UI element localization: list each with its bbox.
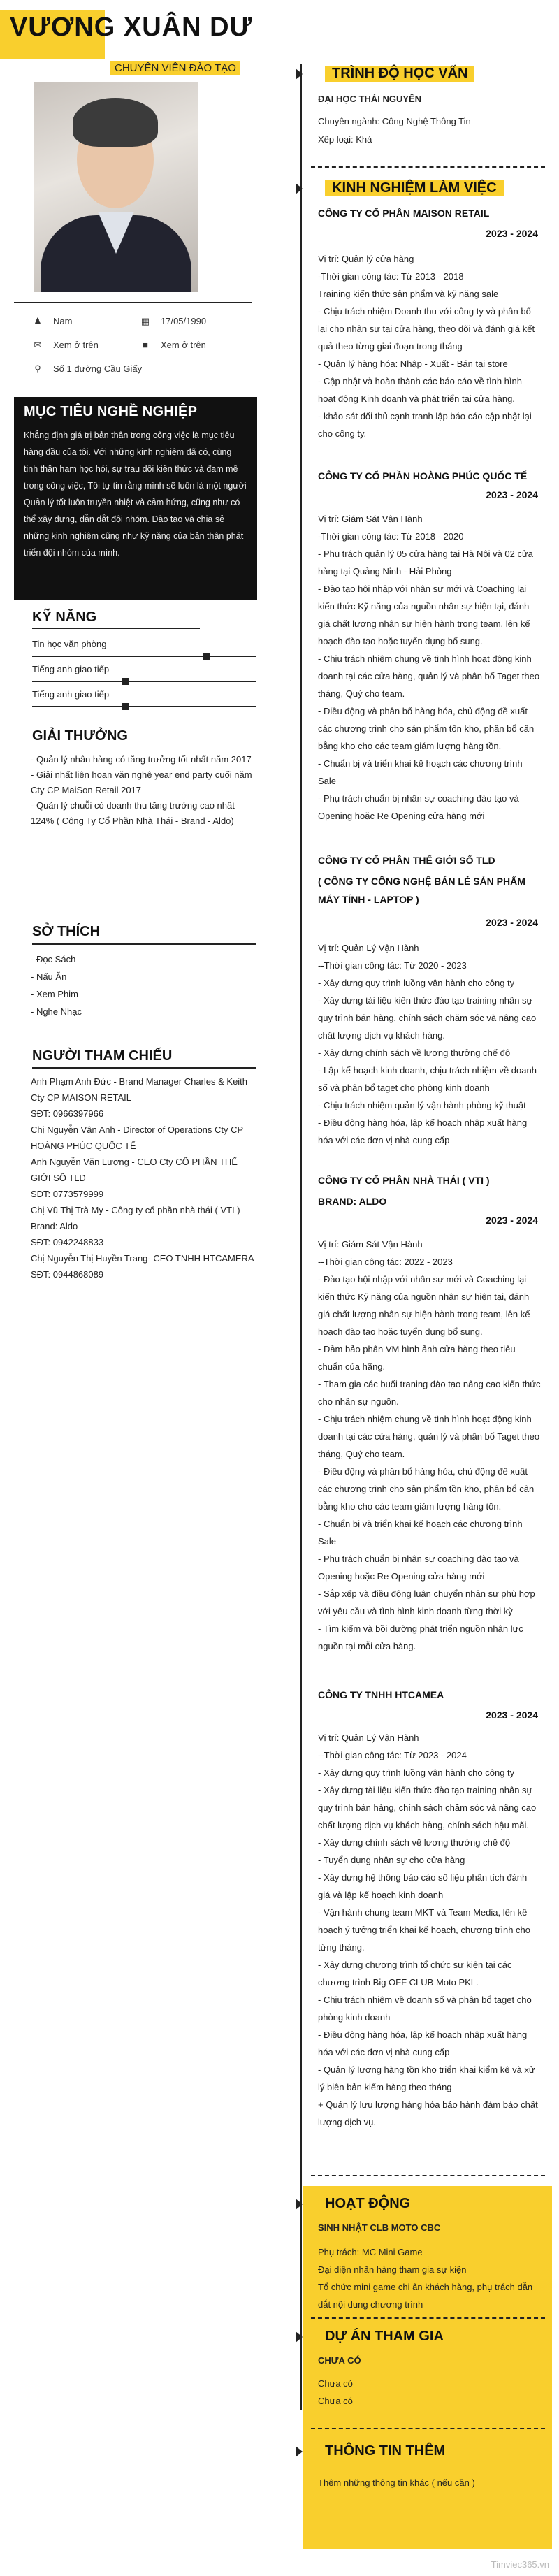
skill-level-knob bbox=[122, 703, 129, 710]
job-description: Vị trí: Giám Sát Vận Hành --Thời gian công tác: 2022 - 2023 - Đào tạo hội nhập với nhân sự mới và Coaching lại kiến thức Kỹ năng của nguồn nhân sự hiện tại, đánh giá chất lượng nhân sự hiện hành trong team, lên kế hoạch đào tạo hoặc tuyển dụng bổ sung. - Đảm bảo phân VM hình ảnh cửa hàng theo tiêu chuẩn của hãng. - Tham gia các buổi traning đào tạo nâng cao kiến thức cho nhân sự nguồn. - Chịu trách nhiệm chung về tình hình hoạt động kinh doanh tại các cửa hàng, quản lý và phân bổ Taget theo tháng, Quý cho team. - Điều động và phân bổ hàng hóa, chủ động đề xuất các chương trình cho sản phẩm tồn kho, phân bổ cân bằng kho cho các team giám lượng hàng tồn. - Chuẩn bị và triển khai kế hoạch các chương trình Sale - Phụ trách chuẩn bị nhân sự coaching đào tạo và Opening hoặc Re Opening cửa hàng mới - Sắp xếp và điều động luân chuyển nhân sự phù hợp với yêu cầu và tình hình kinh doanh từng thời kỳ - Tìm kiếm và bồi dưỡng phát triển nguồn nhân lực nguồn tại mỗi cửa hàng. bbox=[318, 1239, 541, 1651]
hobby-item: - Nghe Nhạc bbox=[31, 1006, 82, 1017]
job-period: 2023 - 2024 bbox=[486, 917, 538, 928]
job-company: CÔNG TY CỔ PHẦN THẾ GIỚI SỐ TLD bbox=[318, 855, 495, 866]
activities-list: Phụ trách: MC Mini Game Đại diện nhãn hàng tham gia sự kiện Tổ chức mini game chi ân khách hàng, phụ trách dẫn dắt nội dung chương trình bbox=[318, 2247, 533, 2310]
references-title: NGƯỜI THAM CHIẾU bbox=[32, 1048, 173, 1064]
job-title: CHUYÊN VIÊN ĐÀO TẠO bbox=[110, 61, 240, 75]
job-company: CÔNG TY CỔ PHẦN MAISON RETAIL bbox=[318, 208, 490, 219]
birthday-info: ▦ 17/05/1990 bbox=[140, 316, 207, 326]
timeline-marker bbox=[296, 2331, 303, 2343]
education-major: Chuyên ngành: Công Nghệ Thông Tin bbox=[318, 116, 471, 126]
reference-line: Chị Nguyễn Thị Huyền Trang- CEO TNHH HTCAMERA bbox=[31, 1253, 254, 1264]
email-info: ✉ Xem ở trên bbox=[32, 340, 99, 351]
objective-text: Khẳng định giá trị bản thân trong công việc là mục tiêu hàng đầu của tôi. Với những kinh nghiệm đã có, cùng tinh thần ham học hỏi, sự trau dồi kiến thức và đam mê trong công việc, Tôi tự tin rằng mình sẽ luôn là một người Quản lý tốt luôn truyền nhiệt và cảm hứng, cũng như có thể xây dựng, dẫn dắt đội nhóm. Đào tạo và chia sẻ những kinh nghiệm cũng như kỹ năng của bản thân phát triển đội nhóm của mình. bbox=[24, 430, 247, 558]
reference-line: Anh Nguyễn Văn Lượng - CEO Cty CỔ PHẦN THẾ GIỚI SỐ TLD bbox=[31, 1157, 238, 1183]
job-period: 2023 - 2024 bbox=[486, 228, 538, 239]
job-period: 2023 - 2024 bbox=[486, 1709, 538, 1721]
location-icon: ⚲ bbox=[34, 363, 41, 374]
job-company: CÔNG TY TNHH HTCAMEA bbox=[318, 1689, 444, 1700]
timeline-marker bbox=[296, 183, 303, 194]
watermark: Timviec365.vn bbox=[491, 2559, 549, 2570]
more-info-text: Thêm những thông tin khác ( nếu cần ) bbox=[318, 2477, 475, 2488]
skill-level-knob bbox=[122, 678, 129, 685]
projects-status: CHƯA CÓ bbox=[318, 2355, 361, 2366]
skills-title: KỸ NĂNG bbox=[32, 609, 97, 625]
reference-line: SĐT: 0773579999 bbox=[31, 1189, 104, 1199]
hobby-item: - Xem Phim bbox=[31, 989, 78, 999]
hobbies-list bbox=[31, 950, 257, 1020]
education-title: TRÌNH ĐỘ HỌC VẤN bbox=[325, 66, 474, 82]
hobby-item: - Nấu Ăn bbox=[31, 971, 67, 982]
activities-title: HOẠT ĐỘNG bbox=[325, 2196, 411, 2211]
divider bbox=[311, 2175, 545, 2176]
reference-line: SĐT: 0942248833 bbox=[31, 1237, 104, 1247]
skill-label: Tiếng anh giao tiếp bbox=[32, 664, 110, 674]
skill-bar bbox=[32, 656, 256, 657]
skill-level-knob bbox=[203, 653, 210, 660]
objective-box bbox=[14, 397, 257, 600]
email-icon: ✉ bbox=[34, 340, 42, 350]
job-description: Vị trí: Giám Sát Vận Hành -Thời gian công tác: Từ 2018 - 2020 - Phụ trách quản lý 05 cửa hàng tại Hà Nội và 02 cửa hàng tại Quảng Ninh - Hải Phòng - Đào tạo hội nhập với nhân sự mới và Coaching lại kiến thức Kỹ năng của nguồn nhân sự hiện tại, đánh giá chất lượng nhân sự hiện hành trong team, lên kế hoạch đào tạo hoặc tuyển dụng bổ sung. - Chịu trách nhiệm chung về tình hình hoạt động kinh doanh tại các cửa hàng, quản lý và phân bổ Taget theo tháng, Quý cho team. - Điều động và phân bổ hàng hóa, chủ động đề xuất các chương trình cho sản phẩm tồn kho, phân bổ cân bằng kho cho các team giám lượng hàng tồn. - Chuẩn bị và triển khai kế hoạch các chương trình Sale - Phụ trách chuẩn bị nhân sự coaching đào tạo và Opening hoặc Re Opening cửa hàng mới bbox=[318, 514, 540, 821]
reference-line: Brand: Aldo bbox=[31, 1221, 78, 1231]
phone-icon: ■ bbox=[143, 340, 148, 350]
activities-org: SINH NHẬT CLB MOTO CBC bbox=[318, 2222, 441, 2233]
skill-bar bbox=[32, 706, 256, 707]
projects-title: DỰ ÁN THAM GIA bbox=[325, 2329, 444, 2344]
divider bbox=[32, 943, 256, 945]
divider bbox=[32, 628, 200, 629]
user-icon: ♟ bbox=[34, 316, 42, 326]
avatar bbox=[34, 82, 198, 292]
divider bbox=[311, 166, 545, 168]
education-grade: Xếp loại: Khá bbox=[318, 134, 372, 145]
award-item: - Quản lý nhân hàng có tăng trưởng tốt nhất năm 2017 bbox=[31, 754, 252, 765]
reference-line: SĐT: 0966397966 bbox=[31, 1108, 104, 1119]
timeline-marker bbox=[296, 68, 303, 80]
award-item: - Giải nhất liên hoan văn nghệ year end party cuối năm Cty CP MaiSon Retail 2017 bbox=[31, 769, 252, 795]
projects-list: Chưa có Chưa có bbox=[318, 2378, 353, 2406]
calendar-icon: ▦ bbox=[140, 316, 150, 326]
skill-label: Tin học văn phòng bbox=[32, 639, 107, 649]
divider bbox=[311, 2428, 545, 2429]
hobbies-title: SỞ THÍCH bbox=[32, 924, 101, 939]
awards-list bbox=[31, 752, 257, 829]
job-company-sub: ( CÔNG TY CÔNG NGHỆ BÁN LẺ SẢN PHẨM MÁY TÍNH - LAPTOP ) bbox=[318, 876, 525, 905]
address-info: ⚲ Số 1 đường Cầu Giấy bbox=[32, 363, 142, 375]
reference-line: SĐT: 0944868089 bbox=[31, 1269, 104, 1280]
experience-title: KINH NGHIỆM LÀM VIỆC bbox=[325, 180, 504, 196]
divider bbox=[14, 302, 252, 303]
skill-bar bbox=[32, 681, 256, 682]
gender-info: ♟ Nam bbox=[32, 316, 72, 327]
education-school: ĐẠI HỌC THÁI NGUYÊN bbox=[318, 94, 422, 104]
objective-title: MỤC TIÊU NGHỀ NGHIỆP bbox=[24, 404, 198, 419]
phone-info: ■ Xem ở trên bbox=[140, 340, 206, 350]
references-list bbox=[31, 1073, 257, 1282]
reference-line: Anh Phạm Anh Đức - Brand Manager Charles & Keith Cty CP MAISON RETAIL bbox=[31, 1076, 248, 1103]
hobby-item: - Đọc Sách bbox=[31, 954, 76, 964]
award-item: - Quản lý chuỗi có doanh thu tăng trưởng cao nhất 124% ( Công Ty Cổ Phần Nhà Thái - Brand - Aldo) bbox=[31, 800, 235, 826]
job-period: 2023 - 2024 bbox=[486, 489, 538, 500]
divider bbox=[311, 2317, 545, 2319]
awards-title: GIẢI THƯỞNG bbox=[32, 728, 128, 744]
candidate-name: VƯƠNG XUÂN DƯ bbox=[10, 13, 253, 42]
job-company: CÔNG TY CỔ PHẦN NHÀ THÁI ( VTI ) bbox=[318, 1175, 490, 1186]
job-description: Vị trí: Quản lý cửa hàng -Thời gian công tác: Từ 2013 - 2018 Training kiến thức sản phẩm và kỹ năng sale - Chịu trách nhiệm Doanh thu với công ty và phân bổ lại cho nhân sự tại cửa hàng, theo dõi và đánh giá kết quả theo từng giai đoạn trong tháng - Quản lý hàng hóa: Nhập - Xuất - Bán tại store - Cập nhật và hoàn thành các báo cáo về tình hình hoạt động Kinh doanh và phát triển tại cửa hàng. - khảo sát đối thủ cạnh tranh lập báo cáo cập nhật lại cho công ty. bbox=[318, 254, 535, 439]
reference-line: Chị Vũ Thị Trà My - Công ty cổ phần nhà thái ( VTI ) bbox=[31, 1205, 240, 1215]
job-company: CÔNG TY CỔ PHẦN HOÀNG PHÚC QUỐC TẾ bbox=[318, 470, 528, 482]
job-period: 2023 - 2024 bbox=[486, 1215, 538, 1226]
job-description: Vị trí: Quản Lý Vận Hành --Thời gian công tác: Từ 2020 - 2023 - Xây dựng quy trình luồng vận hành cho công ty - Xây dựng tài liệu kiến thức đào tạo training nhân sự quy trình bán hàng, chính sách chăm sóc và nâng cao chất lượng dịch vụ khách hàng. - Xây dựng chính sách về lương thưởng chế độ - Lập kế hoạch kinh doanh, chịu trách nhiệm về doanh số và phân bổ taget cho phòng kinh doanh - Chịu trách nhiệm quản lý vận hành phòng kỹ thuật - Điều động hàng hóa, lập kế hoạch nhập xuất hàng hóa với các đơn vị nhà cung cấp bbox=[318, 943, 537, 1145]
activities-panel bbox=[303, 2186, 552, 2549]
more-info-title: THÔNG TIN THÊM bbox=[325, 2443, 446, 2459]
timeline-line bbox=[300, 64, 302, 2410]
job-company-sub: BRAND: ALDO bbox=[318, 1196, 387, 1207]
timeline-marker bbox=[296, 2199, 303, 2210]
timeline-marker bbox=[296, 2446, 303, 2457]
divider bbox=[32, 1067, 256, 1069]
reference-line: Chị Nguyễn Vân Anh - Director of Operations Cty CP HOÀNG PHÚC QUỐC TẾ bbox=[31, 1124, 243, 1151]
skill-label: Tiếng anh giao tiếp bbox=[32, 689, 110, 700]
job-description: Vị trí: Quản Lý Vận Hành --Thời gian công tác: Từ 2023 - 2024 - Xây dựng quy trình luồng vận hành cho công ty - Xây dựng tài liệu kiến thức đào tạo training nhân sự quy trình bán hàng, chính sách chăm sóc và nâng cao chất lượng dịch vụ khách hàng, chính sách hậu mãi. - Xây dựng chính sách về lương thưởng chế độ - Tuyển dụng nhân sự cho cửa hàng - Xây dựng hệ thống báo cáo số liệu phân tích đánh giá và lập kế hoạch kinh doanh - Vận hành chung team MKT và Team Media, lên kế hoạch ý tưởng triển khai kế hoạch, chương trình cho từng tháng. - Xây dựng chương trình tổ chức sự kiện tại các chương trình Big OFF CLUB Moto PKL. - Chịu trách nhiệm về doanh số và phân bổ taget cho phòng kinh doanh - Điều động hàng hóa, lập kế hoạch nhập xuất hàng hóa với các đơn vị nhà cung cấp - Quản lý lượng hàng tồn kho triển khai kiểm kê và xử lý biên bản kiểm hàng theo tháng + Quản lý lưu lượng hàng hóa bảo hành đảm bảo chất lượng dịch vụ. bbox=[318, 1732, 538, 2127]
